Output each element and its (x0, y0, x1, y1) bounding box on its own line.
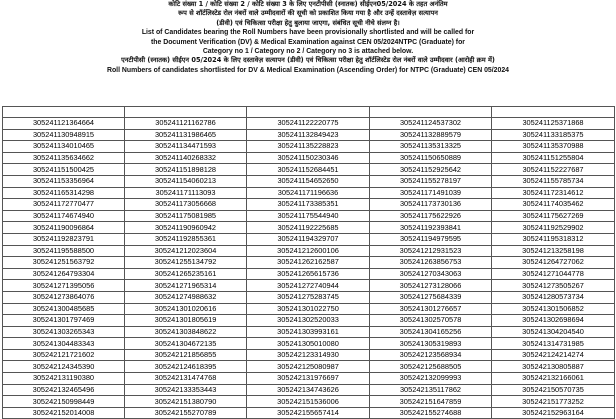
roll-number-cell: 305242130805887 (492, 361, 615, 373)
table-row (3, 384, 615, 396)
roll-number-cell: 305241122220775 (247, 118, 370, 130)
roll-number-cell: 305241121162786 (125, 118, 247, 130)
roll-number-cell: 305242152014008 (3, 407, 125, 419)
roll-number-cell: 305241121364664 (3, 118, 125, 130)
roll-number-cell: 305242131474768 (125, 373, 247, 385)
roll-number-table-wrapper (2, 106, 614, 419)
notice-line-hindi-1: कोटि संख्या 1 / कोटि संख्या 2 / कोटि संख्या 3 के लिए एनटीपीसी (स्नातक) सीईएन05/2024 के तहत अनंतिम (168, 0, 448, 8)
roll-number-cell: 305242151536006 (247, 396, 370, 408)
table-row (3, 338, 615, 350)
table-row (3, 164, 615, 176)
roll-number-cell: 305241300485685 (3, 303, 125, 315)
roll-number-cell: 305241265235161 (125, 268, 247, 280)
roll-number-cell: 305241192225685 (247, 222, 370, 234)
roll-number-cell: 305241151255804 (492, 152, 615, 164)
roll-number-cell: 305241175627269 (492, 210, 615, 222)
roll-number-cell: 305241275684339 (370, 291, 492, 303)
table-row (3, 349, 615, 361)
roll-number-cell: 305241213258198 (492, 245, 615, 257)
roll-number-cell: 305241190096864 (3, 222, 125, 234)
roll-number-cell: 305241314731985 (492, 338, 615, 350)
roll-number-cell: 305242121856855 (125, 349, 247, 361)
notice-line-hindi-3: (डीवी) एवं चिकित्सा परीक्षा हेतु बुलाया जाएगा, संबंधित सूची नीचे संलग्न है। (216, 18, 400, 27)
roll-number-cell: 305241303265343 (3, 326, 125, 338)
roll-number-cell: 305241192823791 (3, 233, 125, 245)
roll-number-cell: 305241153356964 (3, 175, 125, 187)
roll-number-cell: 305242152963164 (492, 407, 615, 419)
table-title-hindi: एनटीपीसी (स्नातक) सीईएन 05/2024 के लिए दस्तावेज़ सत्यापन (डीवी) एवं चिकित्सा परीक्षा हेतु शॉर्टलिस्टेड रोल नंबरों वाले उम्मीदवार (आरोही क्रम में) (121, 56, 495, 65)
table-blank-row (3, 107, 615, 118)
table-row (3, 280, 615, 292)
roll-number-cell: 305241175544940 (247, 210, 370, 222)
roll-number-cell: 305241131986465 (125, 129, 247, 141)
roll-number-cell: 305241302570578 (370, 315, 492, 327)
roll-number-cell: 305241135313325 (370, 141, 492, 153)
roll-number-cell: 305242125080987 (247, 361, 370, 373)
table-row (3, 315, 615, 327)
roll-number-cell: 305241151898128 (125, 164, 247, 176)
roll-number-cell: 305241301506852 (492, 303, 615, 315)
roll-number-cell: 305241151500425 (3, 164, 125, 176)
roll-number-cell: 305241212600106 (247, 245, 370, 257)
blank-cell (247, 107, 370, 118)
table-row (3, 245, 615, 257)
roll-number-cell: 305242155270789 (125, 407, 247, 419)
roll-number-cell: 305241172770477 (3, 199, 125, 211)
roll-number-cell: 305241274988632 (125, 291, 247, 303)
roll-number-cell: 305241171196636 (247, 187, 370, 199)
roll-number-cell: 305241135370988 (492, 141, 615, 153)
roll-number-cell: 305241304165256 (370, 326, 492, 338)
roll-number-cell: 305241195318312 (492, 233, 615, 245)
roll-number-cell: 305241303993161 (247, 326, 370, 338)
roll-number-cell: 305241301797469 (3, 315, 125, 327)
roll-number-cell: 305241175081985 (125, 210, 247, 222)
roll-number-cell: 305241135634662 (3, 152, 125, 164)
roll-number-cell: 305241140268332 (125, 152, 247, 164)
table-row (3, 199, 615, 211)
table-row (3, 129, 615, 141)
roll-number-cell: 305241265615736 (247, 268, 370, 280)
roll-number-cell: 305242121721602 (3, 349, 125, 361)
notice-header (0, 0, 616, 104)
roll-number-cell: 305241301020616 (125, 303, 247, 315)
notice-line-english-2: the Document Verification (DV) & Medical Examination against CEN 05/2024NTPC (Graduate) for (151, 38, 465, 46)
roll-number-cell: 305241194979595 (370, 233, 492, 245)
roll-number-cell: 305241154060213 (125, 175, 247, 187)
roll-number-cell: 305242134743626 (247, 384, 370, 396)
roll-number-cell: 305242123568934 (370, 349, 492, 361)
table-row (3, 152, 615, 164)
roll-number-cell: 305241173056668 (125, 199, 247, 211)
roll-number-cell: 305242151773252 (492, 396, 615, 408)
table-row (3, 175, 615, 187)
roll-number-cell: 305241134010465 (3, 141, 125, 153)
roll-number-cell: 305241125371868 (492, 118, 615, 130)
table-row (3, 268, 615, 280)
table-row (3, 118, 615, 130)
roll-number-cell: 305241212023604 (125, 245, 247, 257)
table-row (3, 361, 615, 373)
roll-number-cell: 305242132099993 (370, 373, 492, 385)
roll-number-cell: 305242131976697 (247, 373, 370, 385)
blank-cell (125, 107, 247, 118)
roll-number-cell: 305241302698694 (492, 315, 615, 327)
roll-number-cell: 305241303848622 (125, 326, 247, 338)
table-row (3, 141, 615, 153)
roll-number-cell: 305241194329707 (247, 233, 370, 245)
blank-cell (3, 107, 125, 118)
roll-number-cell: 305242151647859 (370, 396, 492, 408)
roll-number-cell: 305241192529902 (492, 222, 615, 234)
roll-number-cell: 305241175622926 (370, 210, 492, 222)
notice-line-hindi-2: रूप से शॉर्टलिस्टेड रोल नंबरों वाले उम्मीदवारों की सूची को प्रकाशित किया गया है और उन्हें दस्तावेज़ सत्यापन (178, 9, 438, 18)
roll-number-cell: 305241133185375 (492, 129, 615, 141)
roll-number-cell: 305241273505267 (492, 280, 615, 292)
roll-number-cell: 305242132465496 (3, 384, 125, 396)
roll-number-cell: 305241304672135 (125, 338, 247, 350)
roll-number-cell: 305241280573734 (492, 291, 615, 303)
roll-number-cell: 305241263856753 (370, 257, 492, 269)
blank-cell (492, 107, 615, 118)
roll-number-cell: 305241173385351 (247, 199, 370, 211)
roll-number-cell: 305241173730136 (370, 199, 492, 211)
roll-number-cell: 305241271965314 (125, 280, 247, 292)
roll-number-cell: 305241251563792 (3, 257, 125, 269)
roll-number-cell: 305241302520033 (247, 315, 370, 327)
roll-number-cell: 305241262162587 (247, 257, 370, 269)
roll-number-cell: 305241132889579 (370, 129, 492, 141)
roll-number-cell: 305241124537302 (370, 118, 492, 130)
roll-number-table (2, 106, 615, 419)
roll-number-cell: 305241305319893 (370, 338, 492, 350)
roll-number-cell: 305241154652650 (247, 175, 370, 187)
roll-number-cell: 305242135117862 (370, 384, 492, 396)
roll-number-cell: 305241152925642 (370, 164, 492, 176)
roll-number-cell: 305241174674940 (3, 210, 125, 222)
roll-number-cell: 305241150650889 (370, 152, 492, 164)
roll-number-cell: 305241130948915 (3, 129, 125, 141)
table-row (3, 303, 615, 315)
roll-number-cell: 305242124345390 (3, 361, 125, 373)
roll-number-cell: 305241171113093 (125, 187, 247, 199)
roll-number-cell: 305241135228823 (247, 141, 370, 153)
roll-number-cell: 305241264793304 (3, 268, 125, 280)
table-row (3, 222, 615, 234)
roll-number-cell: 305241273128066 (370, 280, 492, 292)
table-row (3, 396, 615, 408)
roll-number-cell: 305241301276657 (370, 303, 492, 315)
blank-cell (370, 107, 492, 118)
roll-number-cell: 305242132166061 (492, 373, 615, 385)
roll-number-cell: 305241190960942 (125, 222, 247, 234)
table-row (3, 326, 615, 338)
roll-number-cell: 305241132849423 (247, 129, 370, 141)
roll-number-cell: 305241305010080 (247, 338, 370, 350)
roll-number-cell: 305241165314298 (3, 187, 125, 199)
roll-number-cell: 305241152684451 (247, 164, 370, 176)
roll-number-cell: 305241270343063 (370, 268, 492, 280)
roll-number-cell: 305241174035462 (492, 199, 615, 211)
roll-number-cell: 305241264727062 (492, 257, 615, 269)
roll-number-cell: 305241155785734 (492, 175, 615, 187)
roll-number-cell: 305241271044778 (492, 268, 615, 280)
table-row (3, 407, 615, 419)
roll-number-cell: 305242150570735 (492, 384, 615, 396)
roll-number-cell: 305242133353443 (125, 384, 247, 396)
roll-number-cell: 305241192855361 (125, 233, 247, 245)
roll-number-cell: 305241212931523 (370, 245, 492, 257)
roll-number-cell: 305242123314930 (247, 349, 370, 361)
roll-number-cell: 305241272740944 (247, 280, 370, 292)
roll-number-cell: 305242150998449 (3, 396, 125, 408)
table-row (3, 291, 615, 303)
roll-number-cell: 305241155278197 (370, 175, 492, 187)
roll-number-cell: 305241171491039 (370, 187, 492, 199)
roll-number-cell: 305241301805619 (125, 315, 247, 327)
roll-number-cell: 305241304483343 (3, 338, 125, 350)
notice-line-english-3: Category no 1 / Category no 2 / Category no 3 is attached below. (202, 48, 414, 56)
notice-line-english-1: List of Candidates bearing the Roll Numbers have been provisionally shortlisted and will be called for (141, 29, 475, 37)
roll-number-cell: 305241195588500 (3, 245, 125, 257)
roll-number-cell: 305241255134792 (125, 257, 247, 269)
roll-number-cell: 305241192393841 (370, 222, 492, 234)
roll-number-cell: 305241271395056 (3, 280, 125, 292)
table-row (3, 187, 615, 199)
roll-number-cell: 305241134471593 (125, 141, 247, 153)
table-title-english: Roll Numbers of candidates shortlisted for DV & Medical Examination (Ascending Order) for NTPC (Graduate) CEN 05/2024 (106, 66, 510, 74)
roll-number-cell: 305241172314612 (492, 187, 615, 199)
roll-number-cell: 305241301022750 (247, 303, 370, 315)
roll-number-cell: 305242155657414 (247, 407, 370, 419)
roll-number-cell: 305242151380790 (125, 396, 247, 408)
roll-number-cell: 305241152227687 (492, 164, 615, 176)
roll-number-table-body (3, 107, 615, 419)
table-row (3, 373, 615, 385)
table-row (3, 257, 615, 269)
roll-number-cell: 305242124618395 (125, 361, 247, 373)
roll-number-cell: 305242131190380 (3, 373, 125, 385)
roll-number-cell: 305241304204540 (492, 326, 615, 338)
roll-number-cell: 305242124214274 (492, 349, 615, 361)
roll-number-cell: 305242125688505 (370, 361, 492, 373)
roll-number-cell: 305242155274688 (370, 407, 492, 419)
roll-number-cell: 305241150230346 (247, 152, 370, 164)
roll-number-cell: 305241275283745 (247, 291, 370, 303)
table-row (3, 233, 615, 245)
roll-number-cell: 305241273864076 (3, 291, 125, 303)
table-row (3, 210, 615, 222)
